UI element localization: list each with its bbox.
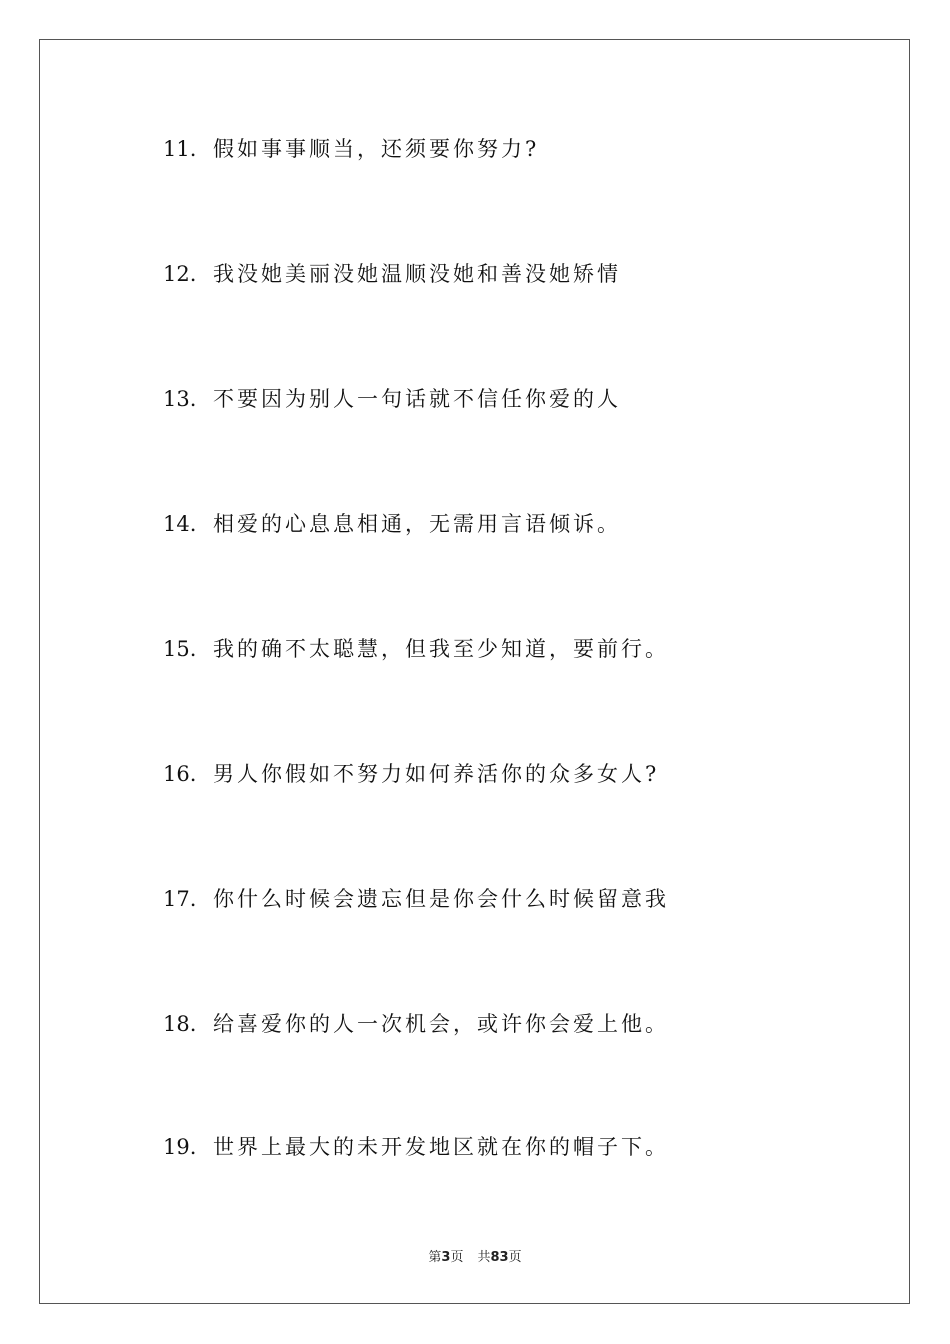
item-number: 15. xyxy=(163,637,197,661)
item-number: 16. xyxy=(163,762,197,786)
item-text: 给喜爱你的人一次机会，或许你会爱上他。 xyxy=(213,1012,669,1036)
page-border xyxy=(39,39,910,1304)
list-item xyxy=(163,254,621,294)
total-suffix: 页 xyxy=(508,1250,522,1265)
item-number: 18. xyxy=(163,1012,197,1036)
page-footer xyxy=(0,1246,950,1265)
item-text: 我没她美丽没她温顺没她和善没她矫情 xyxy=(213,262,621,286)
list-item xyxy=(163,629,669,669)
total-prefix: 共 xyxy=(477,1250,491,1265)
item-text: 假如事事顺当，还须要你努力? xyxy=(213,137,540,161)
total-page-count: 83 xyxy=(490,1250,509,1265)
list-item xyxy=(163,129,539,169)
item-text: 我的确不太聪慧，但我至少知道，要前行。 xyxy=(213,637,669,661)
list-item xyxy=(163,879,669,919)
item-number: 12. xyxy=(163,262,197,286)
item-text: 世界上最大的未开发地区就在你的帽子下。 xyxy=(213,1135,669,1159)
item-text: 你什么时候会遗忘但是你会什么时候留意我 xyxy=(213,887,669,911)
item-number: 19. xyxy=(163,1135,197,1159)
list-item xyxy=(163,379,621,419)
item-number: 13. xyxy=(163,387,197,411)
list-item xyxy=(163,1004,669,1044)
list-item xyxy=(163,1127,669,1167)
list-item xyxy=(163,504,621,544)
item-number: 11. xyxy=(163,137,197,161)
page-prefix: 第 xyxy=(428,1250,442,1265)
list-item xyxy=(163,754,659,794)
item-number: 14. xyxy=(163,512,197,536)
page-suffix: 页 xyxy=(450,1250,464,1265)
item-text: 男人你假如不努力如何养活你的众多女人? xyxy=(213,762,660,786)
item-text: 不要因为别人一句话就不信任你爱的人 xyxy=(213,387,621,411)
current-page-number: 3 xyxy=(441,1250,451,1265)
item-text: 相爱的心息息相通，无需用言语倾诉。 xyxy=(213,512,621,536)
item-number: 17. xyxy=(163,887,197,911)
